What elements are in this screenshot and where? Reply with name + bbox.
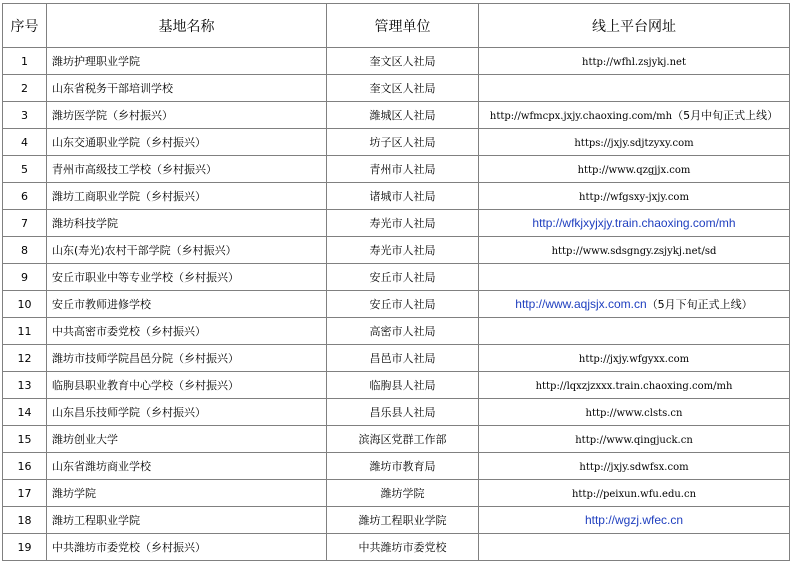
row-number: 2: [3, 75, 47, 102]
platform-url-cell: [479, 210, 790, 237]
row-number: 12: [3, 345, 47, 372]
table-row: [3, 507, 790, 534]
managing-unit: 滨海区党群工作部: [327, 426, 479, 453]
table-row: [3, 480, 790, 507]
row-number: 17: [3, 480, 47, 507]
managing-unit: 昌乐县人社局: [327, 399, 479, 426]
platform-url[interactable]: http://peixun.wfu.edu.cn: [571, 488, 697, 500]
platform-url[interactable]: http://wgzj.wfec.cn: [584, 513, 684, 527]
row-number: 1: [3, 48, 47, 75]
base-name: 潍坊市技师学院昌邑分院（乡村振兴）: [47, 345, 327, 372]
table-header: [3, 4, 790, 48]
table-row: [3, 399, 790, 426]
platform-url-cell: [479, 345, 790, 372]
managing-unit: 安丘市人社局: [327, 264, 479, 291]
table-row: [3, 210, 790, 237]
platform-url[interactable]: http://jxjy.sdwfsx.com: [579, 461, 689, 473]
table-row: [3, 129, 790, 156]
managing-unit: 高密市人社局: [327, 318, 479, 345]
table-row: [3, 237, 790, 264]
base-name: 潍坊工程职业学院: [47, 507, 327, 534]
managing-unit: 寿光市人社局: [327, 237, 479, 264]
platform-url-cell: [479, 183, 790, 210]
platform-url-cell: [479, 399, 790, 426]
launch-note: （5月中旬正式上线）: [672, 109, 779, 122]
platform-url[interactable]: http://www.qingjuck.cn: [575, 434, 693, 446]
platform-url[interactable]: http://lqxzjzxxx.train.chaoxing.com/mh: [535, 380, 733, 392]
platform-url[interactable]: http://www.clsts.cn: [585, 407, 683, 419]
table-body: [3, 48, 790, 561]
table-row: [3, 264, 790, 291]
header-name: 基地名称: [47, 4, 327, 48]
managing-unit: 潍坊工程职业学院: [327, 507, 479, 534]
table-row: [3, 534, 790, 561]
base-name: 潍坊护理职业学院: [47, 48, 327, 75]
row-number: 18: [3, 507, 47, 534]
platform-url-cell: [479, 237, 790, 264]
row-number: 15: [3, 426, 47, 453]
platform-url-cell: [479, 372, 790, 399]
header-row: [3, 4, 790, 48]
platform-url-cell: [479, 75, 790, 102]
base-name: 潍坊创业大学: [47, 426, 327, 453]
launch-note: （5月下旬正式上线）: [646, 298, 753, 311]
managing-unit: 坊子区人社局: [327, 129, 479, 156]
header-no: 序号: [3, 4, 47, 48]
platform-url-cell: [479, 102, 790, 129]
base-name: 潍坊医学院（乡村振兴）: [47, 102, 327, 129]
platform-url-cell: [479, 264, 790, 291]
platform-url-cell: [479, 534, 790, 561]
platform-url[interactable]: https://jxjy.sdjtzyxy.com: [574, 137, 694, 149]
managing-unit: 诸城市人社局: [327, 183, 479, 210]
base-name: 山东昌乐技师学院（乡村振兴）: [47, 399, 327, 426]
row-number: 7: [3, 210, 47, 237]
base-name: 潍坊工商职业学院（乡村振兴）: [47, 183, 327, 210]
row-number: 11: [3, 318, 47, 345]
base-name: 潍坊学院: [47, 480, 327, 507]
row-number: 10: [3, 291, 47, 318]
managing-unit: 潍坊市教育局: [327, 453, 479, 480]
row-number: 8: [3, 237, 47, 264]
managing-unit: 中共潍坊市委党校: [327, 534, 479, 561]
managing-unit: 昌邑市人社局: [327, 345, 479, 372]
platform-url-cell: [479, 507, 790, 534]
platform-url-cell: [479, 156, 790, 183]
row-number: 9: [3, 264, 47, 291]
row-number: 4: [3, 129, 47, 156]
row-number: 13: [3, 372, 47, 399]
table-row: [3, 318, 790, 345]
platform-url[interactable]: http://wfhl.zsjykj.net: [582, 56, 686, 68]
header-unit: 管理单位: [327, 4, 479, 48]
base-table: [2, 3, 790, 561]
managing-unit: 奎文区人社局: [327, 75, 479, 102]
table-row: [3, 102, 790, 129]
managing-unit: 青州市人社局: [327, 156, 479, 183]
base-name: 山东(寿光)农村干部学院（乡村振兴）: [47, 237, 327, 264]
platform-url-cell: [479, 129, 790, 156]
table-row: [3, 372, 790, 399]
platform-url-cell: [479, 48, 790, 75]
base-name: 山东省税务干部培训学校: [47, 75, 327, 102]
managing-unit: 潍坊学院: [327, 480, 479, 507]
platform-url[interactable]: http://jxjy.wfgyxx.com: [578, 353, 690, 365]
table-row: [3, 183, 790, 210]
platform-url[interactable]: http://wfmcpx.jxjy.chaoxing.com/mh: [489, 111, 673, 122]
table-row: [3, 345, 790, 372]
table-row: [3, 48, 790, 75]
base-name: 安丘市职业中等专业学校（乡村振兴）: [47, 264, 327, 291]
table-row: [3, 291, 790, 318]
row-number: 19: [3, 534, 47, 561]
platform-url-cell: [479, 426, 790, 453]
base-name: 青州市高级技工学校（乡村振兴）: [47, 156, 327, 183]
base-name: 中共潍坊市委党校（乡村振兴）: [47, 534, 327, 561]
row-number: 5: [3, 156, 47, 183]
base-name: 潍坊科技学院: [47, 210, 327, 237]
header-url: 线上平台网址: [479, 4, 790, 48]
managing-unit: 潍城区人社局: [327, 102, 479, 129]
managing-unit: 奎文区人社局: [327, 48, 479, 75]
table-row: [3, 75, 790, 102]
table-row: [3, 453, 790, 480]
base-name: 临朐县职业教育中心学校（乡村振兴）: [47, 372, 327, 399]
row-number: 3: [3, 102, 47, 129]
row-number: 6: [3, 183, 47, 210]
base-name: 山东交通职业学院（乡村振兴）: [47, 129, 327, 156]
managing-unit: 寿光市人社局: [327, 210, 479, 237]
table-row: [3, 156, 790, 183]
row-number: 16: [3, 453, 47, 480]
platform-url-cell: [479, 480, 790, 507]
platform-url-cell: [479, 318, 790, 345]
platform-url[interactable]: http://wfgsxy-jxjy.com: [579, 191, 689, 203]
base-name: 安丘市教师进修学校: [47, 291, 327, 318]
row-number: 14: [3, 399, 47, 426]
platform-url[interactable]: http://www.aqjsjx.com.cn: [515, 297, 647, 311]
platform-url-cell: [479, 291, 790, 318]
managing-unit: 安丘市人社局: [327, 291, 479, 318]
platform-url[interactable]: http://www.qzgjjx.com: [577, 164, 691, 176]
base-name: 山东省潍坊商业学校: [47, 453, 327, 480]
platform-url[interactable]: http://www.sdsgngy.zsjykj.net/sd: [551, 245, 717, 257]
base-name: 中共高密市委党校（乡村振兴）: [47, 318, 327, 345]
platform-url-cell: [479, 453, 790, 480]
managing-unit: 临朐县人社局: [327, 372, 479, 399]
table-row: [3, 426, 790, 453]
platform-url[interactable]: http://wfkjxyjxjy.train.chaoxing.com/mh: [532, 216, 736, 230]
